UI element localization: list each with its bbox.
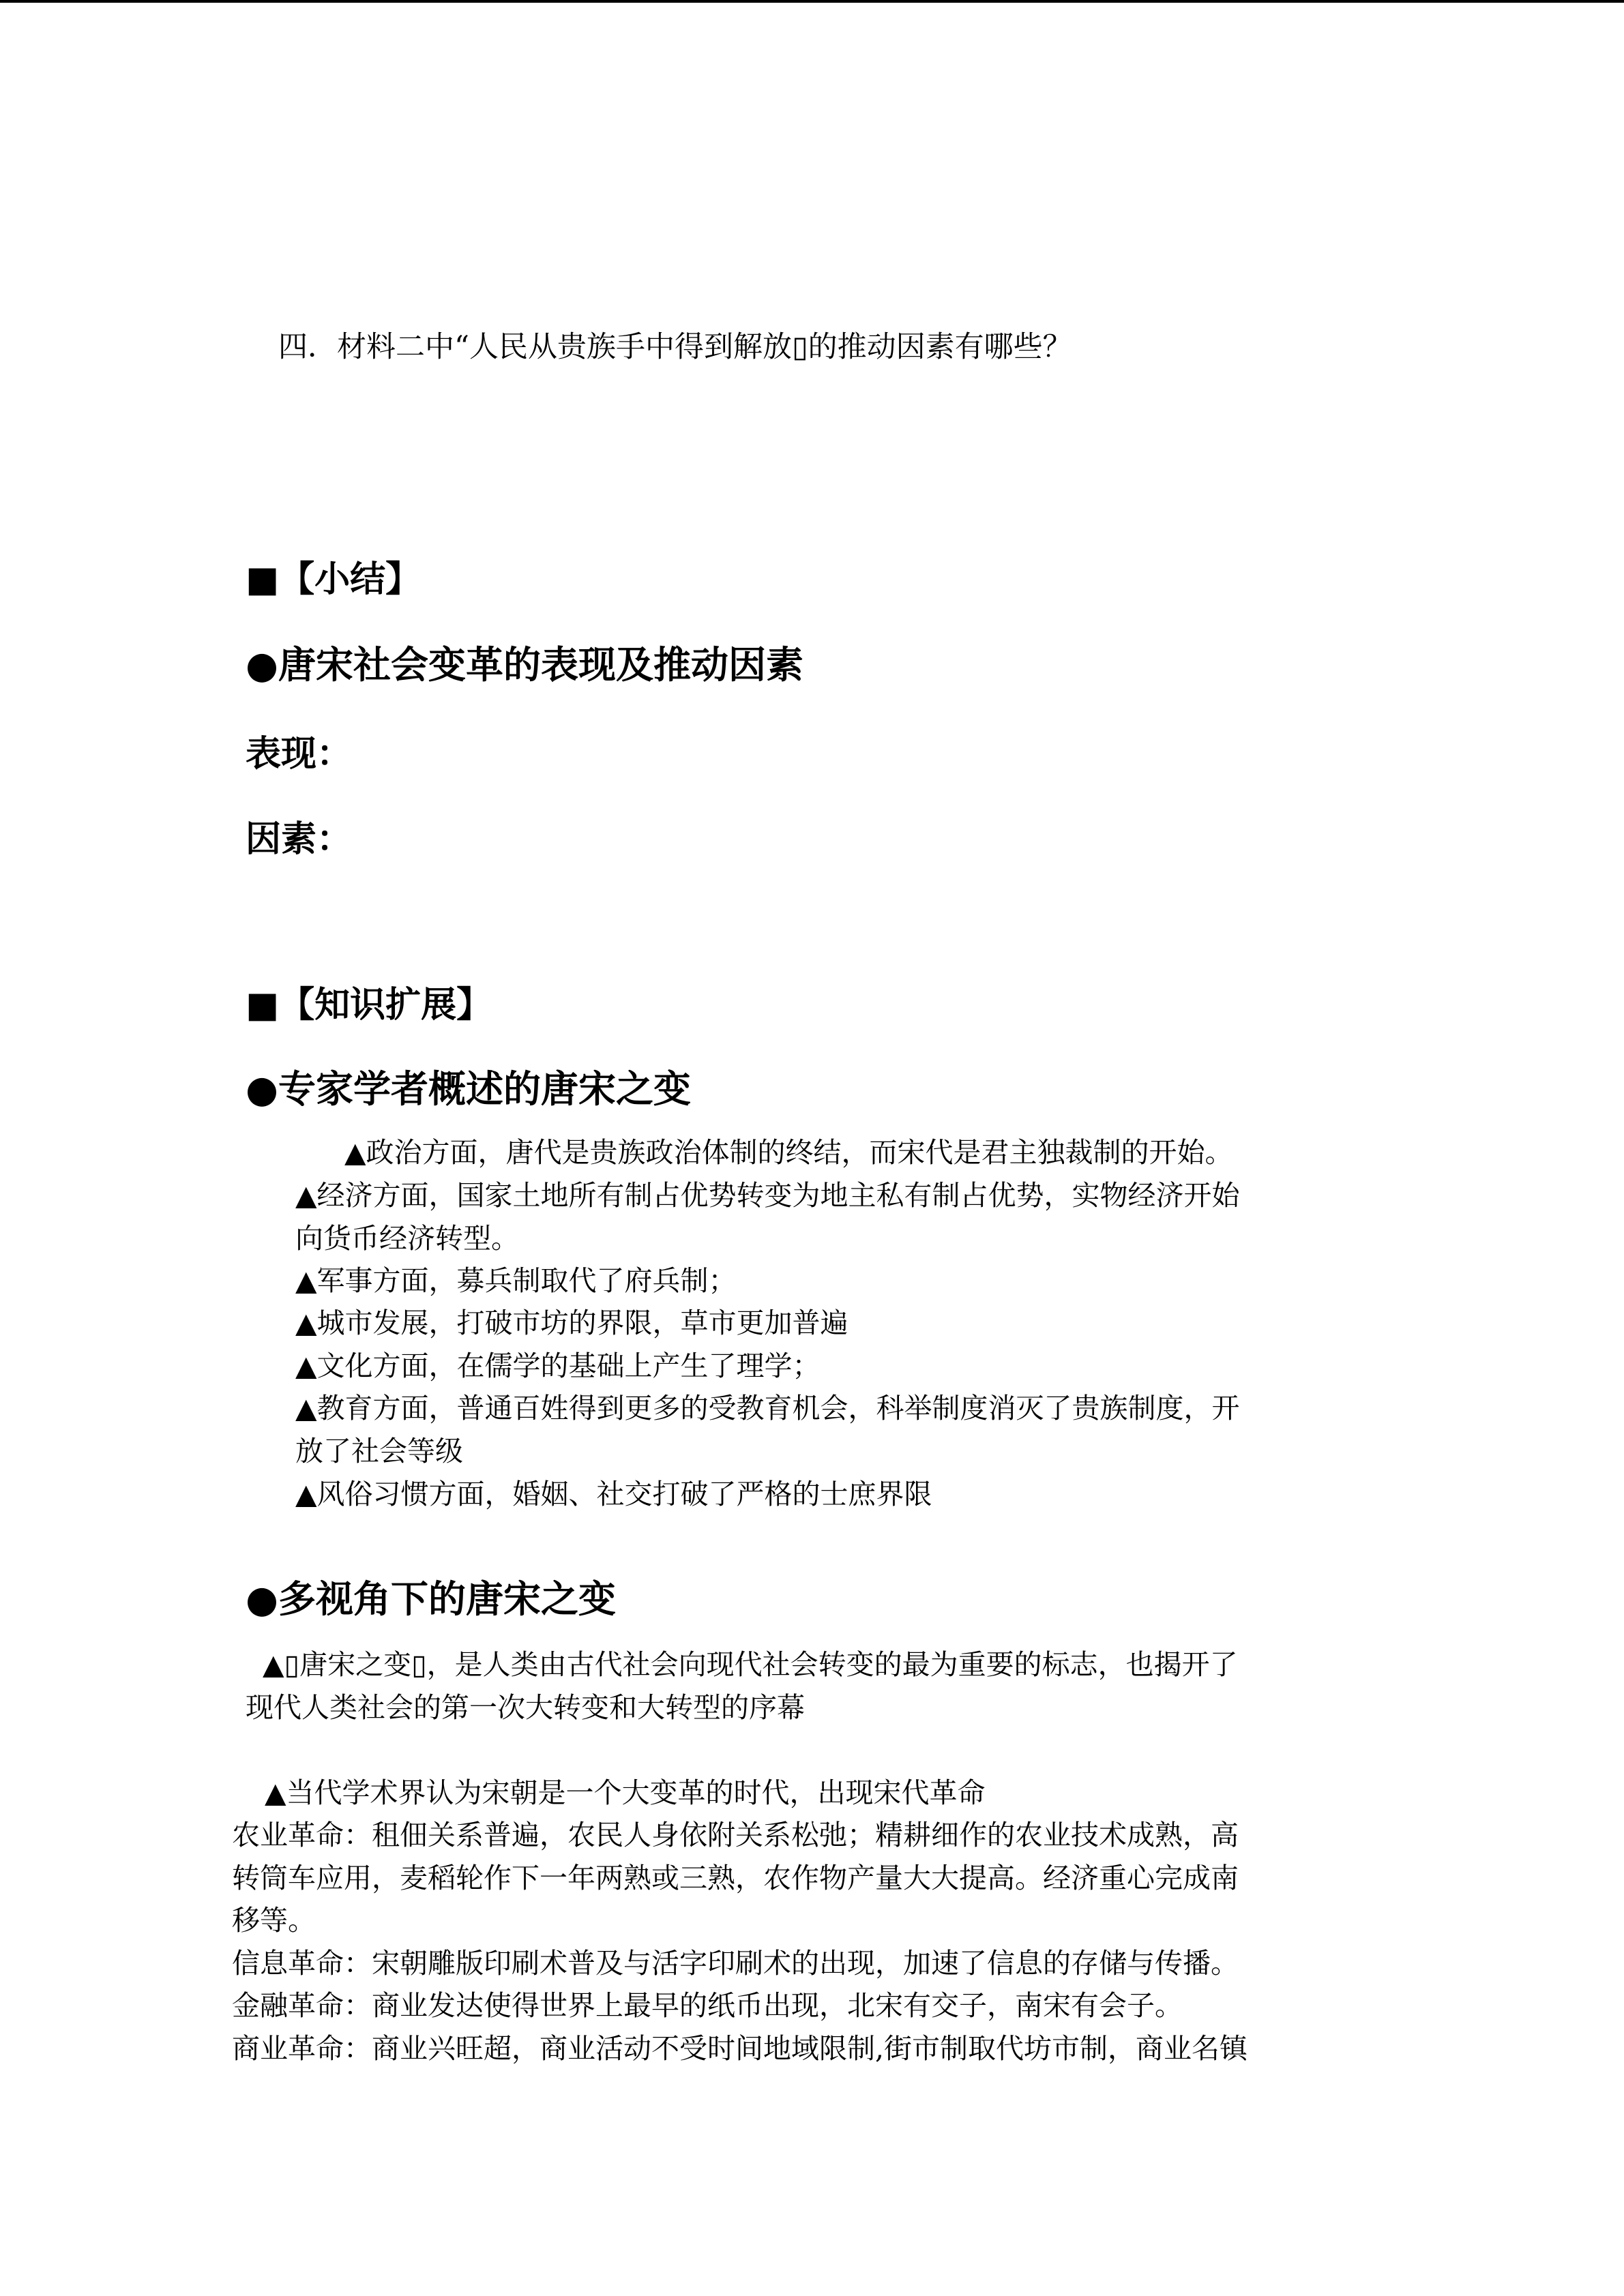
section1-line: 向货币经济转型。	[295, 1222, 519, 1255]
section1-title: ●专家学者概述的唐宋之变	[246, 1067, 691, 1111]
section2-para2-line: 移等。	[232, 1904, 316, 1937]
performance-label: 表现：	[246, 734, 353, 775]
section2-para2-line: 农业革命：租佃关系普遍，农民人身依附关系松弛；精耕细作的农业技术成熟，高	[232, 1819, 1239, 1851]
extension-heading: ■【知识扩展】	[246, 985, 492, 1026]
section2-para2-line: ▲当代学术界认为宋朝是一个大变革的时代，出现宋代革命	[265, 1776, 986, 1809]
summary-heading: ■【小结】	[246, 559, 422, 600]
summary-subheading: ●唐宋社会变革的表现及推动因素	[246, 643, 803, 687]
section1-line: 放了社会等级	[295, 1435, 463, 1467]
section1-line: ▲政治方面，唐代是贵族政治体制的终结，而宋代是君主独裁制的开始。	[344, 1136, 1233, 1169]
section2-para1-line: ▲▯唐宋之变▯，是人类由古代社会向现代社会转变的最为重要的标志，也揭开了	[263, 1648, 1238, 1681]
question-four: 四．材料二中“人民从贵族手中得到解放▯的推动因素有哪些？	[278, 330, 1072, 364]
section1-line: ▲经济方面，国家土地所有制占优势转变为地主私有制占优势，实物经济开始	[295, 1179, 1240, 1212]
section1-line: ▲军事方面，募兵制取代了府兵制；	[295, 1264, 737, 1297]
section2-para1-line: 现代人类社会的第一次大转变和大转型的序幕	[246, 1691, 805, 1724]
section1-line: ▲风俗习惯方面，婚姻、社交打破了严格的士庶界限	[295, 1478, 932, 1510]
section1-line: ▲文化方面，在儒学的基础上产生了理学；	[295, 1350, 821, 1382]
factors-label: 因素：	[246, 819, 353, 860]
page-top-border	[0, 0, 1624, 3]
section2-para2-line: 信息革命：宋朝雕版印刷术普及与活字印刷术的出现，加速了信息的存储与传播。	[232, 1947, 1239, 1980]
section1-line: ▲教育方面，普通百姓得到更多的受教育机会，科举制度消灭了贵族制度，开	[295, 1392, 1240, 1425]
section1-line: ▲城市发展，打破市坊的界限，草市更加普遍	[295, 1307, 848, 1339]
section2-para2-line: 金融革命：商业发达使得世界上最早的纸币出现，北宋有交子，南宋有会子。	[232, 1989, 1183, 2022]
section2-para2-line: 转筒车应用，麦稻轮作下一年两熟或三熟，农作物产量大大提高。经济重心完成南	[232, 1862, 1239, 1894]
section2-title: ●多视角下的唐宋之变	[246, 1577, 616, 1621]
section2-para2-line: 商业革命：商业兴旺超，商业活动不受时间地域限制,街市制取代坊市制，商业名镇	[232, 2032, 1248, 2065]
